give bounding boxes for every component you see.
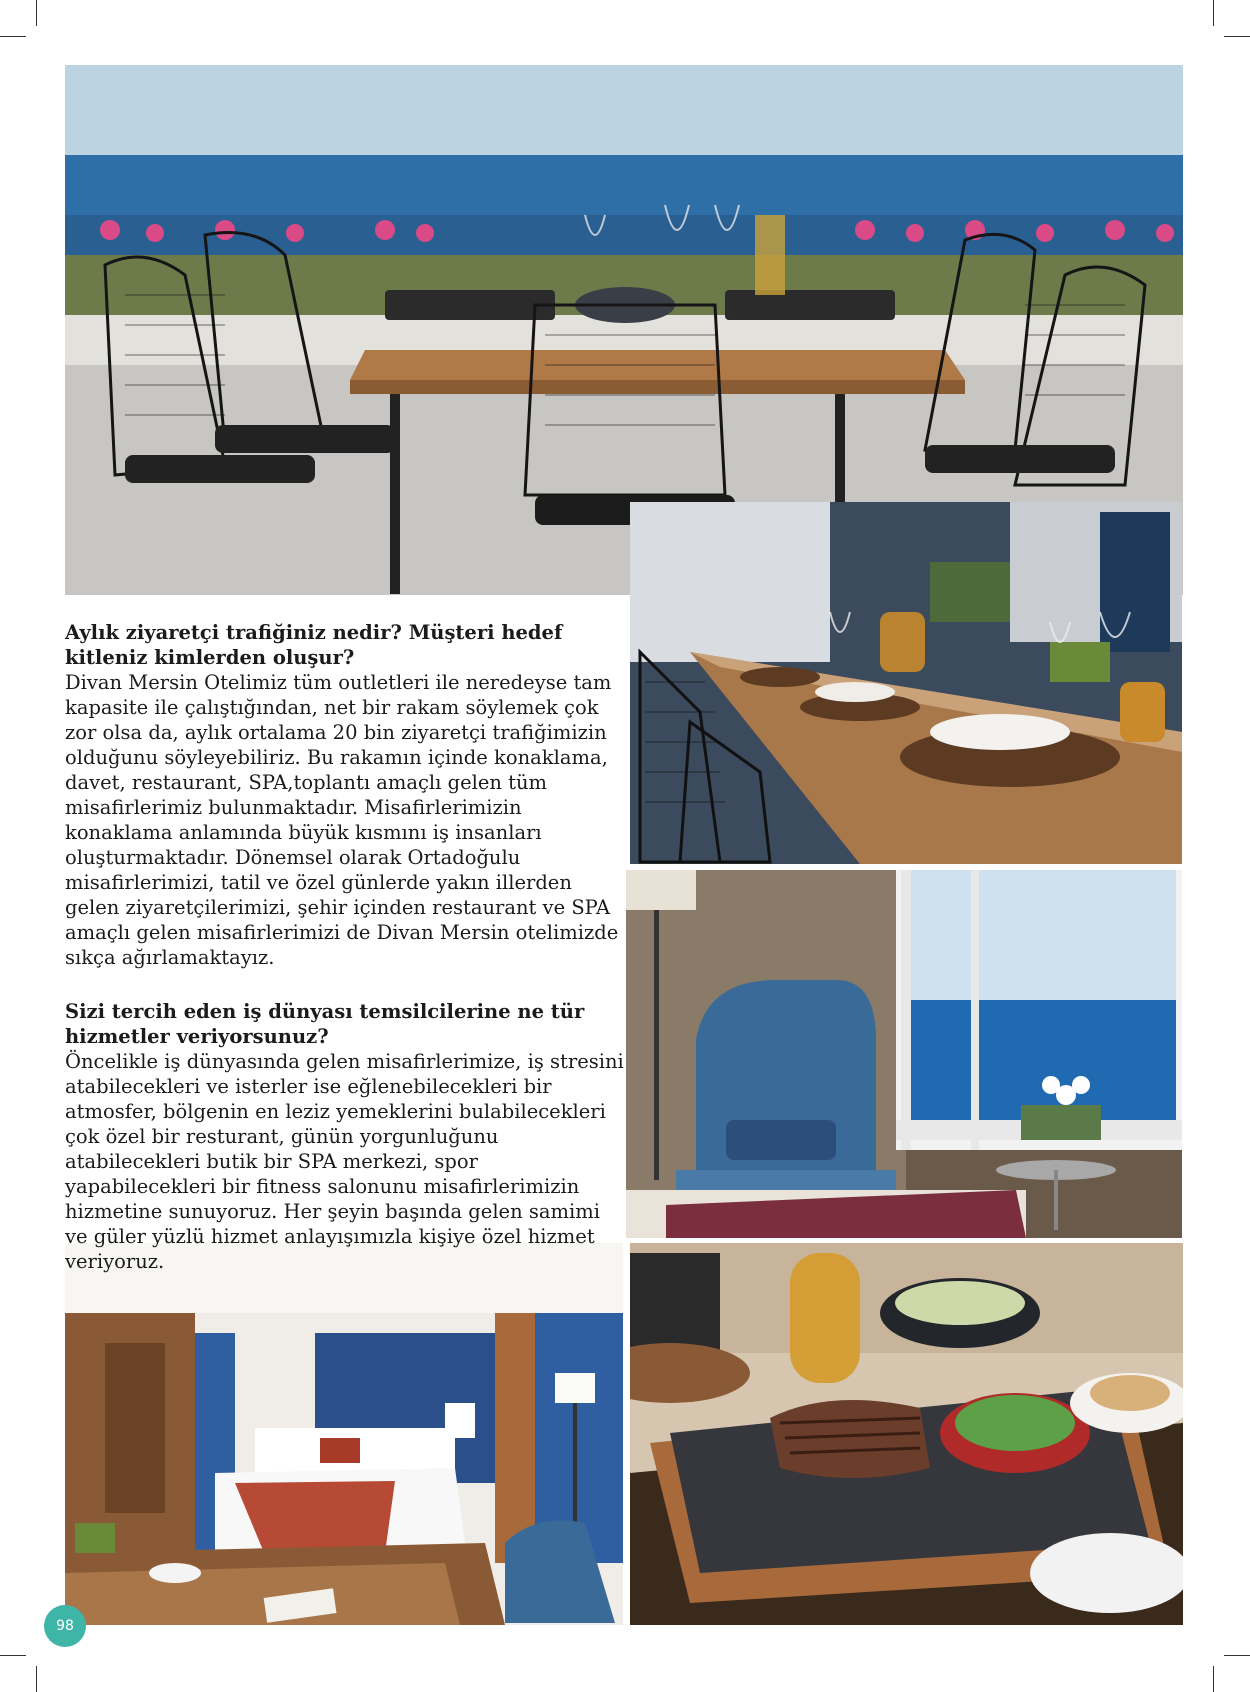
question-2: Sizi tercih eden iş dünyası temsilcilerine ne tür hizmetler veriyorsunuz? (65, 1000, 585, 1048)
steak-plate-photo (630, 1243, 1183, 1625)
crop-mark (36, 0, 37, 26)
crop-mark (1213, 1666, 1214, 1692)
answer-1: Divan Mersin Otelimiz tüm outletleri ile neredeyse tam kapasite ile çalıştığından, net bir rakam söylemek çok zor olsa da, aylık ortalama 20 bin ziyaretçi trafiğimizin olduğunu söyleyebiliriz. Bu rakamın içinde konaklama, davet, restaurant, SPA,toplantı amaçlı gelen tüm misafirlerimiz bulunmaktadır. Misafirlerimizin konaklama anlamında büyük kısmını iş insanları oluşturmaktadır. Dönemsel olarak Ortadoğulu misafirlerimizi, tatil ve özel günlerde yakın illerden gelen ziyaretçilerimizi, şehir içinden restaurant ve SPA amaçlı gelen misafirlerimizi de Divan Mersin otelimizde sıkça ağırlamaktayız. (65, 671, 619, 969)
crop-mark (36, 1666, 37, 1692)
armchair-window-photo (626, 870, 1182, 1238)
article-body (65, 620, 625, 1303)
crop-mark (0, 36, 26, 37)
crop-mark (1224, 36, 1250, 37)
answer-2: Öncelikle iş dünyasında gelen misafirlerimize, iş stresini atabilecekleri ve isterler ise eğlenebilecekleri bir atmosfer, bölgenin en leziz yemeklerini bulabilecekleri çok özel bir resturant, günün yorgunluğunu atabilecekleri butik bir SPA merkezi, spor yapabilecekleri bir fitness salonunu misafirlerimizin hizmetine sunuyoruz. Her şeyin başında gelen samimi ve güler yüzlü hizmet anlayışımızla kişiye özel hizmet veriyoruz. (65, 1050, 624, 1273)
crop-mark (0, 1655, 26, 1656)
crop-mark (1213, 0, 1214, 26)
crop-mark (1224, 1655, 1250, 1656)
question-1: Aylık ziyaretçi trafiğiniz nedir? Müşteri hedef kitleniz kimlerden oluşur? (65, 621, 563, 669)
restaurant-table-photo (630, 502, 1182, 864)
page-number: 98 (44, 1605, 86, 1647)
